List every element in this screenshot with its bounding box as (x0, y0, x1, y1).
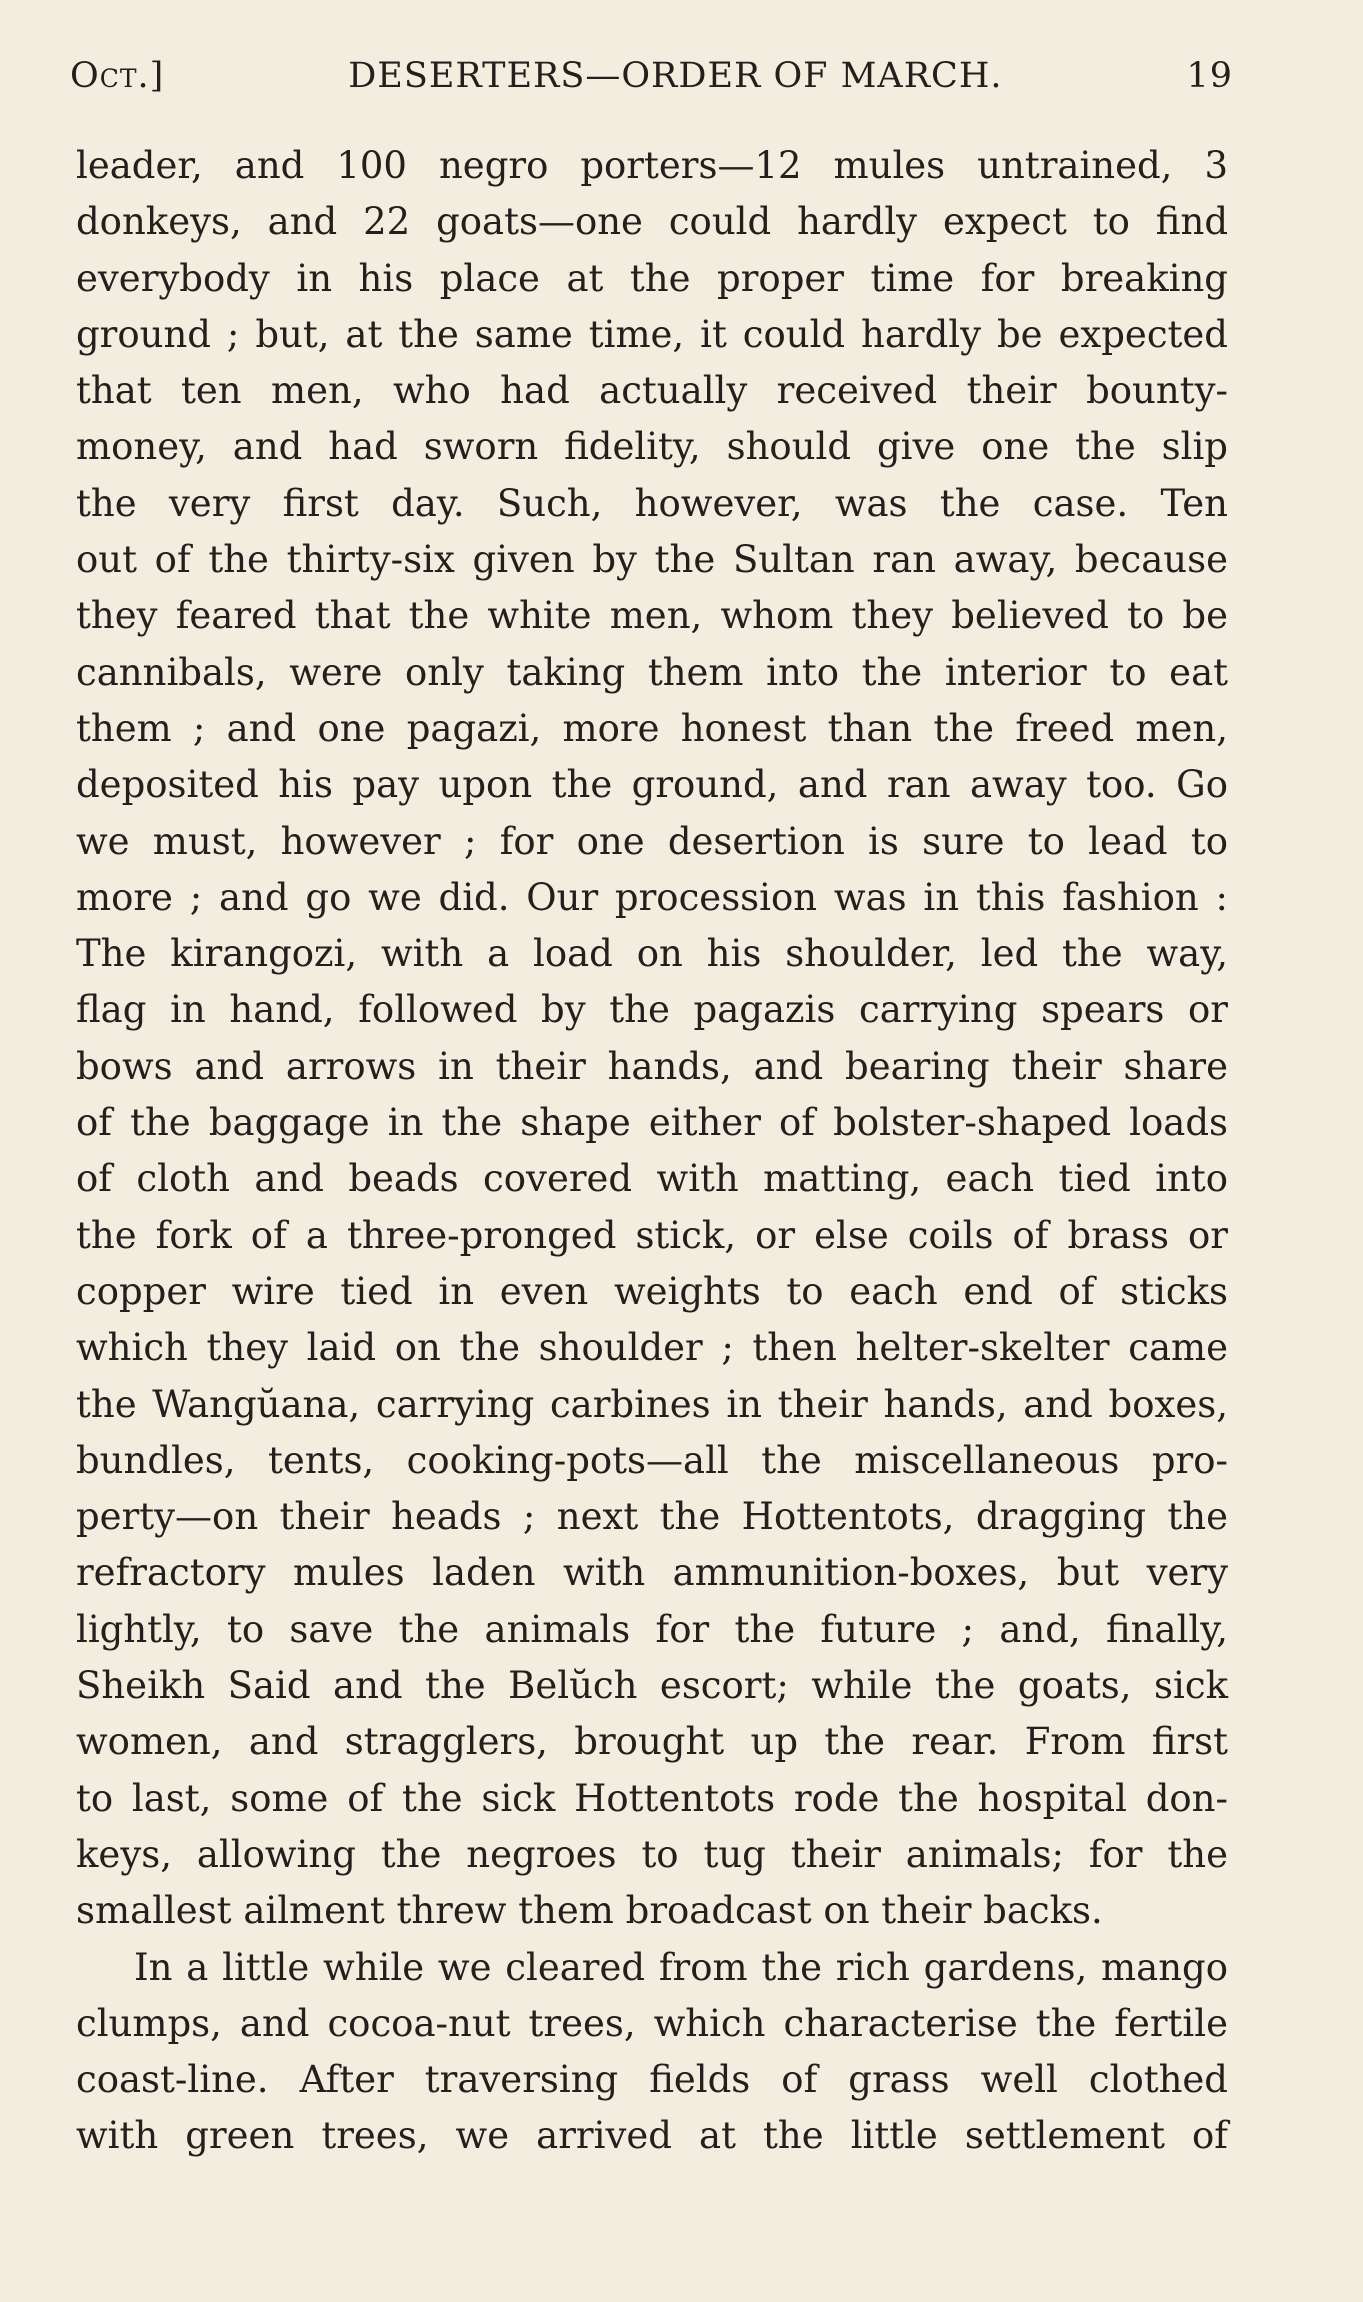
text-line: donkeys, and 22 goats—one could hardly expect to find (76, 200, 1228, 244)
text-line: cannibals, were only taking them into the interior to eat (76, 650, 1228, 694)
text-line: Sheikh Said and the Belŭch escort; while the goats, sick (76, 1664, 1228, 1708)
text-line: ground ; but, at the same time, it could hardly be expected (76, 312, 1228, 356)
text-line: everybody in his place at the proper time for breaking (76, 256, 1228, 300)
text-line: the fork of a three-pronged stick, or else coils of brass or (76, 1213, 1228, 1257)
text-line: they feared that the white men, whom they believed to be (76, 594, 1228, 638)
paragraph-end-line: smallest ailment threw them broadcast on their backs. (76, 1889, 1103, 1933)
page-number: 19 (1186, 56, 1233, 96)
text-line: to last, some of the sick Hottentots rode the hospital don- (76, 1776, 1228, 1820)
text-line: keys, allowing the negroes to tug their animals; for the (76, 1832, 1228, 1876)
text-line: bundles, tents, cooking-pots—all the miscellaneous pro- (76, 1438, 1228, 1482)
text-line: that ten men, who had actually received their bounty- (76, 369, 1228, 413)
text-line: the very first day. Such, however, was the case. Ten (76, 481, 1228, 525)
text-line: flag in hand, followed by the pagazis carrying spears or (76, 988, 1228, 1032)
paragraph-start-line: In a little while we cleared from the rich gardens, mango (134, 1945, 1228, 1989)
text-line: deposited his pay upon the ground, and ran away too. Go (76, 763, 1228, 807)
text-line: lightly, to save the animals for the future ; and, finally, (76, 1607, 1228, 1651)
text-line: of the baggage in the shape either of bolster-shaped loads (76, 1101, 1228, 1145)
text-line: of cloth and beads covered with matting, each tied into (76, 1157, 1228, 1201)
text-line: more ; and go we did. Our procession was in this fashion : (76, 875, 1228, 919)
page-body (76, 138, 1228, 2165)
header-month: Oct.] (70, 56, 165, 96)
text-line: out of the thirty-six given by the Sultan ran away, because (76, 538, 1228, 582)
text-line: money, and had sworn fidelity, should give one the slip (76, 425, 1228, 469)
text-line: coast-line. After traversing fields of grass well clothed (76, 2058, 1228, 2102)
text-line: we must, however ; for one desertion is sure to lead to (76, 819, 1228, 863)
running-head (70, 48, 1233, 104)
text-line: The kirangozi, with a load on his shoulder, led the way, (76, 932, 1228, 976)
text-line: them ; and one pagazi, more honest than the freed men, (76, 706, 1228, 750)
text-line: women, and stragglers, brought up the rear. From first (76, 1720, 1228, 1764)
text-line: the Wangŭana, carrying carbines in their hands, and boxes, (76, 1382, 1228, 1426)
text-line: clumps, and cocoa-nut trees, which characterise the fertile (76, 2001, 1228, 2045)
text-line: which they laid on the shoulder ; then helter-skelter came (76, 1326, 1228, 1370)
text-line: perty—on their heads ; next the Hottentots, dragging the (76, 1495, 1228, 1539)
text-line: refractory mules laden with ammunition-boxes, but very (76, 1551, 1228, 1595)
text-line: copper wire tied in even weights to each end of sticks (76, 1269, 1228, 1313)
text-line: leader, and 100 negro porters—12 mules untrained, 3 (76, 144, 1228, 187)
text-line: with green trees, we arrived at the little settlement of (76, 2114, 1228, 2158)
header-title: DESERTERS—ORDER OF MARCH. (348, 56, 1003, 96)
text-line: bows and arrows in their hands, and bearing their share (76, 1044, 1228, 1088)
